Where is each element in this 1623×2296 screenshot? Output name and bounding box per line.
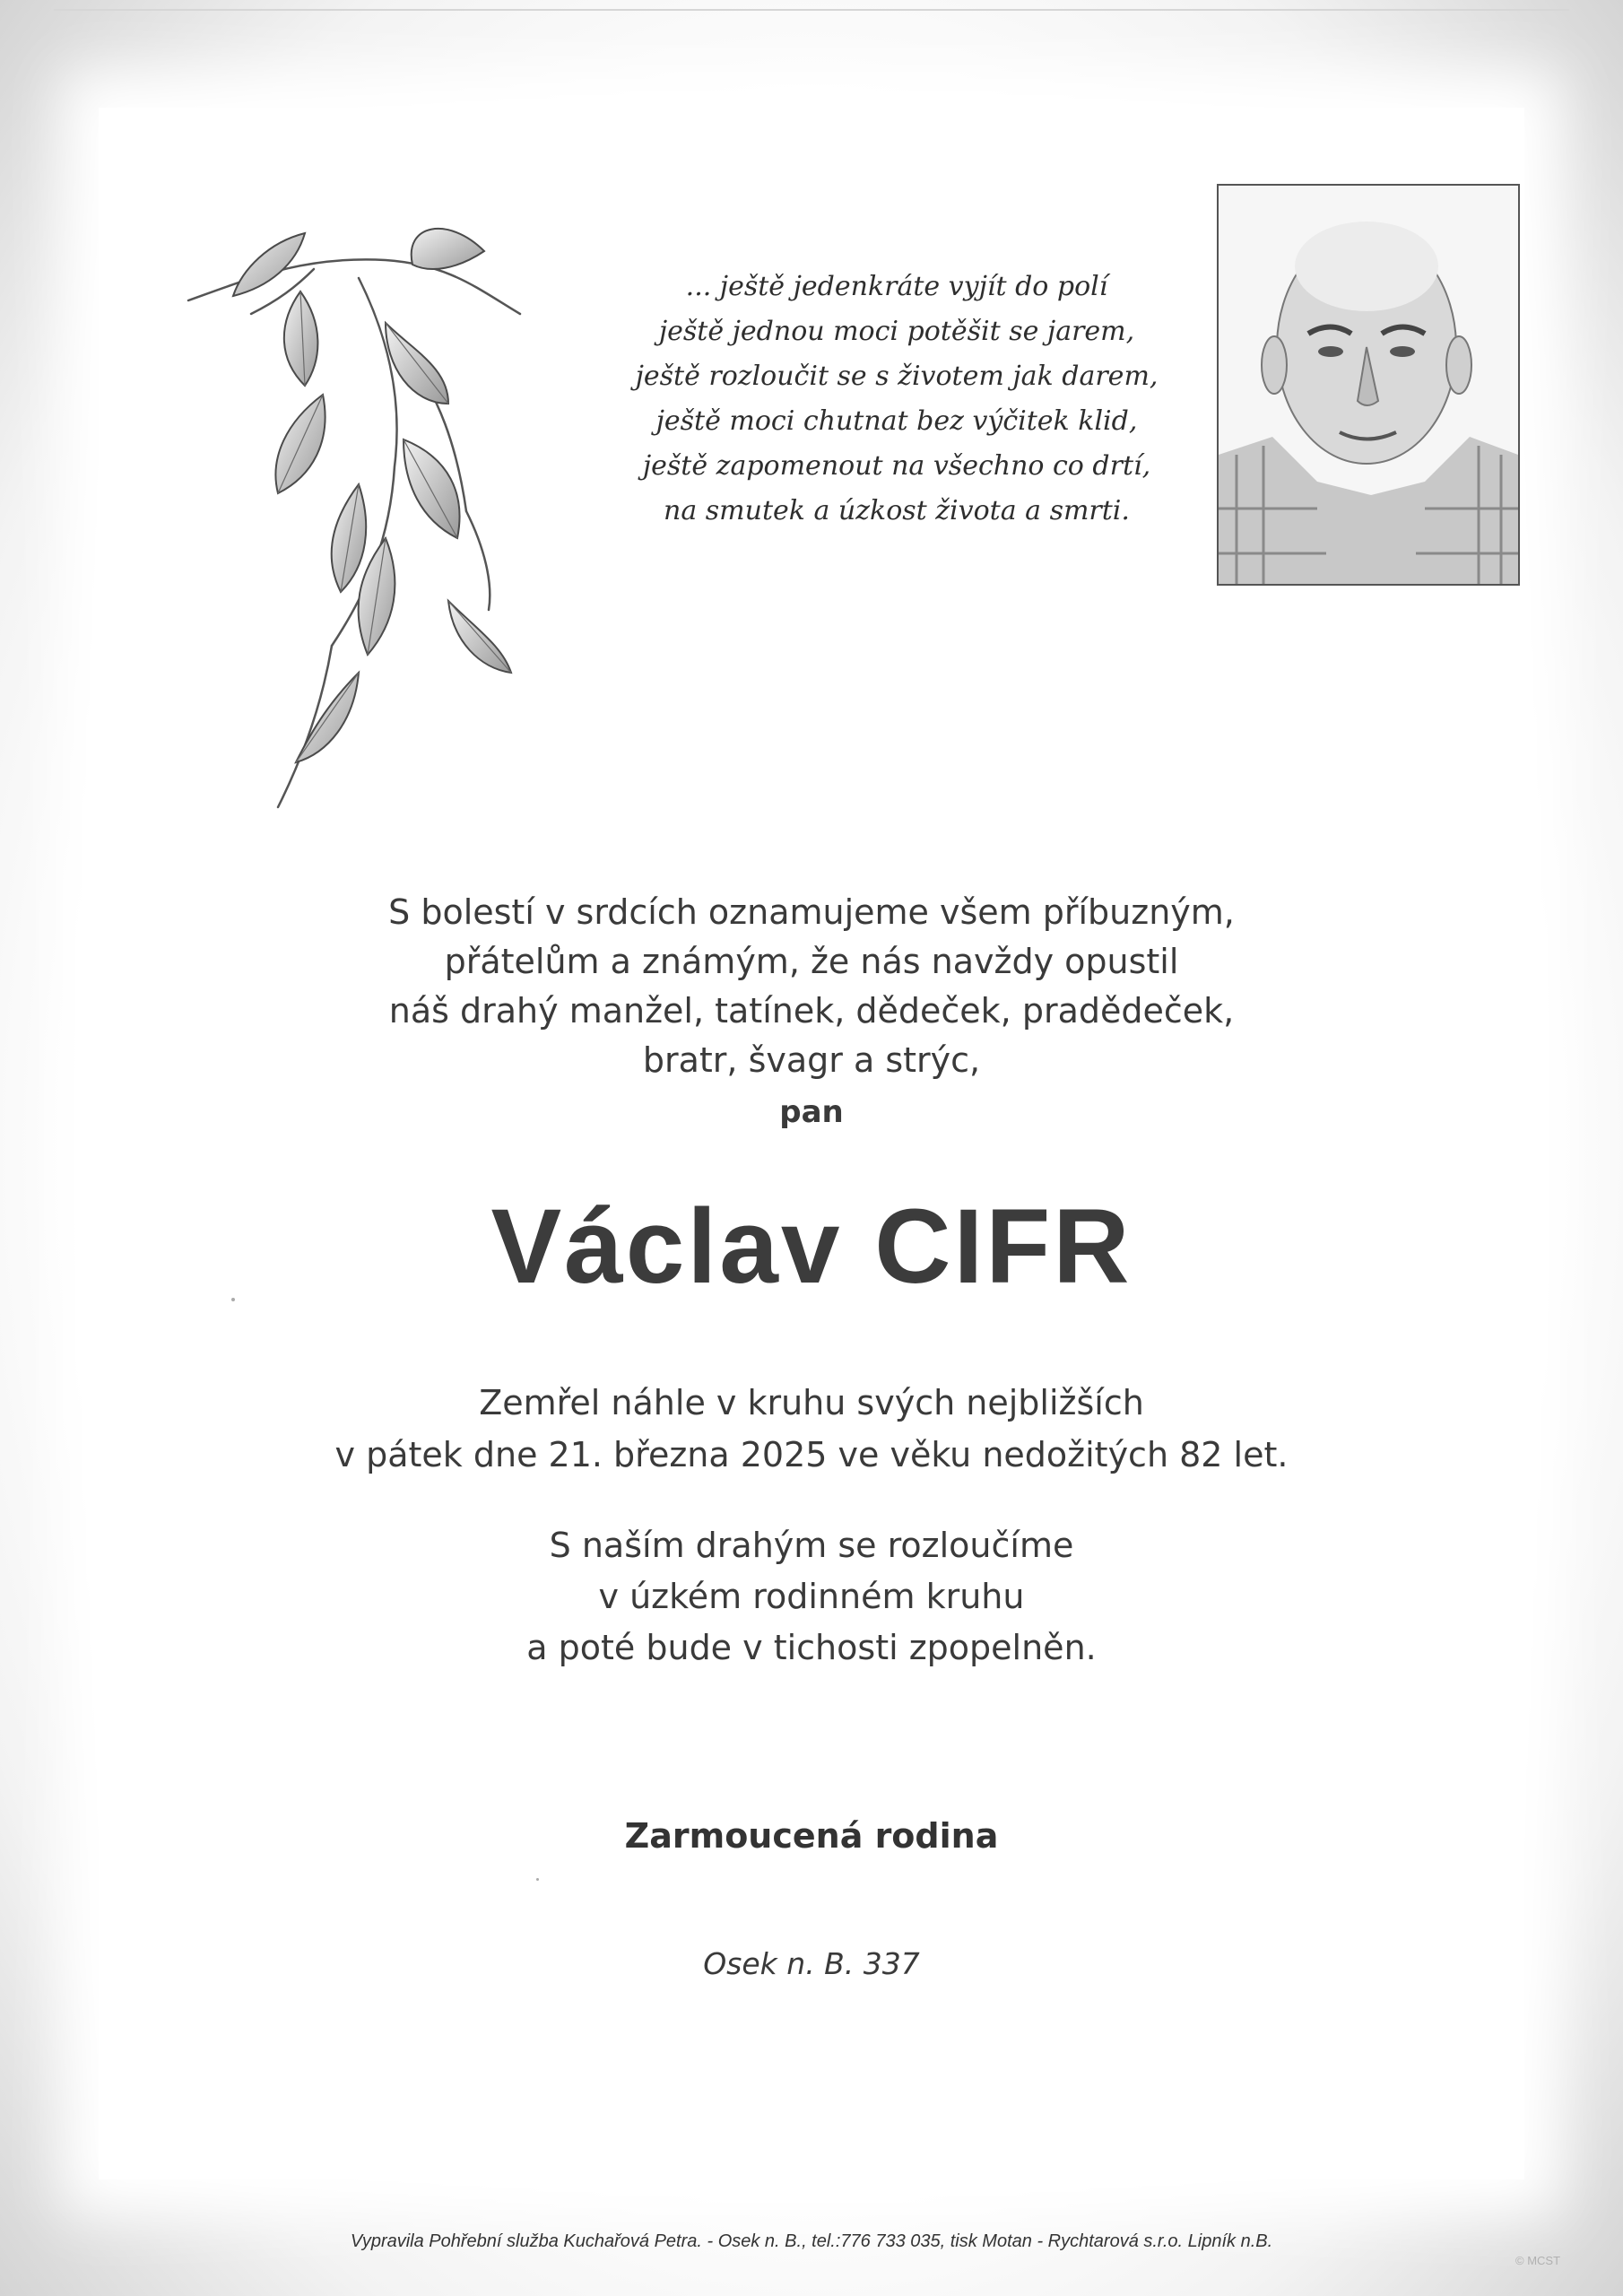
announcement — [341, 888, 1282, 1085]
top-rule — [54, 9, 1569, 11]
poem-line: ještě rozloučit se s životem jak darem, — [635, 361, 1159, 392]
copyright-mark: © MCST — [1515, 2254, 1561, 2267]
speck — [231, 1298, 235, 1301]
farewell-line: a poté bude v tichosti zpopelněn. — [526, 1628, 1097, 1667]
farewell-note — [408, 1520, 1215, 1674]
address: Osek n. B. 337 — [703, 1946, 920, 1981]
poem-line: ještě jednou moci potěšit se jarem, — [658, 316, 1135, 347]
announcement-line: přátelům a známým, že nás navždy opustil — [444, 942, 1179, 981]
poem-line: ještě zapomenout na všechno co drtí, — [642, 450, 1151, 482]
death-info — [318, 1377, 1305, 1481]
announcement-line: náš drahý manžel, tatínek, dědeček, pradědeček, — [388, 991, 1235, 1031]
announcement-line: S bolestí v srdcích oznamujeme všem příbuzným, — [388, 892, 1235, 932]
poem-line: ... ještě jedenkráte vyjít do polí — [685, 271, 1108, 302]
poem-line: na smutek a úzkost života a smrti. — [664, 495, 1130, 526]
announcement-line: bratr, švagr a strýc, — [642, 1040, 981, 1080]
deceased-name: Václav CIFR — [490, 1187, 1133, 1306]
signature: Zarmoucená rodina — [624, 1816, 999, 1856]
death-info-line: v pátek dne 21. března 2025 ve věku nedožitých 82 let. — [334, 1435, 1289, 1474]
footer-credits: Vypravila Pohřební služba Kuchařová Petra. - Osek n. B., tel.:776 733 035, tisk Motan - Rychtarová s.r.o. Lipník n.B. — [350, 2231, 1273, 2251]
speck — [536, 1878, 539, 1881]
farewell-line: S naším drahým se rozloučíme — [549, 1526, 1074, 1565]
death-info-line: Zemřel náhle v kruhu svých nejbližších — [479, 1383, 1144, 1422]
honorific: pan — [779, 1094, 844, 1130]
leaf-branch-illustration — [179, 215, 601, 825]
portrait-photo-icon — [1219, 186, 1518, 584]
portrait-photo — [1217, 184, 1520, 586]
poem-line: ještě moci chutnat bez výčitek klid, — [655, 405, 1138, 437]
poem — [610, 265, 1184, 534]
farewell-line: v úzkém rodinném kruhu — [598, 1577, 1025, 1616]
